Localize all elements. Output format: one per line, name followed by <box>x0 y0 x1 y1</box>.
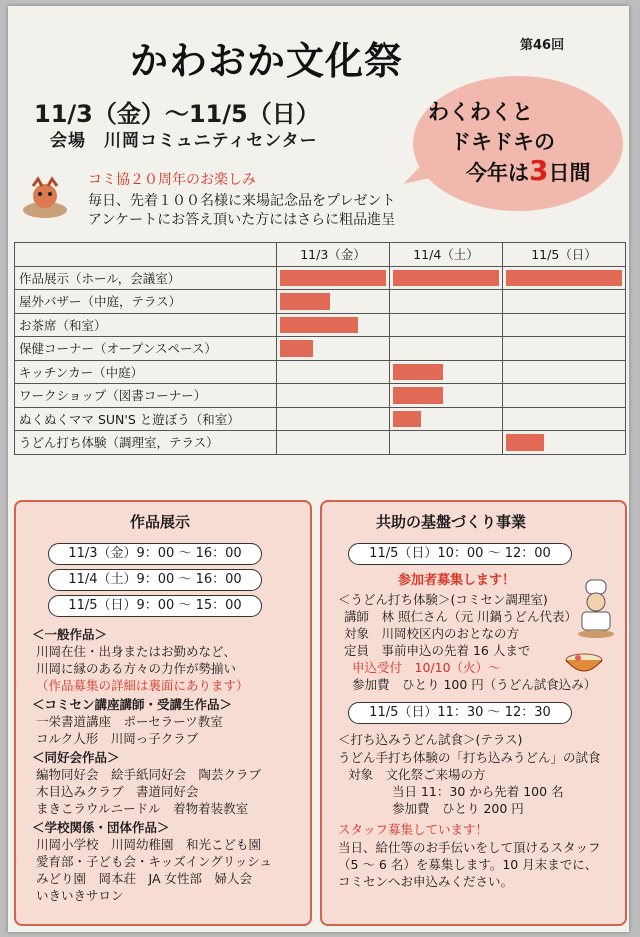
schedule-cell <box>390 407 503 431</box>
schedule-row-label: ぬくぬくママ SUN'S と遊ぼう（和室） <box>15 407 277 431</box>
schedule-cell <box>277 407 390 431</box>
schedule-cell <box>277 290 390 314</box>
event-venue: 会場 川岡コミュニティセンター <box>50 131 318 151</box>
general-heading: ＜一般作品＞ <box>32 627 108 642</box>
schedule-row-label: 屋外バザー（中庭，テラス） <box>15 290 277 314</box>
general-note: （作品募集の詳細は裏面にあります） <box>36 678 249 693</box>
schedule-day-2: 11/4（土） <box>390 243 503 267</box>
schedule-cell <box>503 360 626 384</box>
schedule-bar <box>280 293 330 310</box>
lecturer-line-1: 一栄書道講座 ポーセラーツ教室 <box>36 714 223 729</box>
schedule-cell <box>390 266 503 290</box>
schedule-row <box>15 407 626 431</box>
exhibit-time-3: 11/5（日）9：00 ～ 15：00 <box>48 595 262 617</box>
schedule-row <box>15 290 626 314</box>
general-line-2: 川岡に縁のある方々の力作が勢揃い <box>36 661 237 676</box>
udon-heading: ＜うどん打ち体験＞(コミセン調理室) <box>338 592 548 607</box>
schedule-day-3: 11/5（日） <box>503 243 626 267</box>
page-title: かわおか文化祭 <box>130 39 404 83</box>
lecturer-heading: ＜コミセン講座講師・受講生作品＞ <box>32 697 233 712</box>
exhibit-time-2: 11/4（土）9：00 ～ 16：00 <box>48 569 262 591</box>
exhibit-time-1: 11/3（金）9：00 ～ 16：00 <box>48 543 262 565</box>
schedule-cell <box>503 407 626 431</box>
school-line-4: いきいきサロン <box>36 888 124 903</box>
schedule-bar <box>280 270 386 287</box>
schedule-cell <box>277 337 390 361</box>
schedule-cell <box>503 384 626 408</box>
schedule-bar <box>506 270 622 287</box>
schedule-row-label: キッチンカー（中庭） <box>15 360 277 384</box>
school-line-1: 川岡小学校 川岡幼稚園 和光こども園 <box>36 837 262 852</box>
schedule-row-label: 保健コーナー（オープンスペース） <box>15 337 277 361</box>
schedule-cell <box>390 360 503 384</box>
schedule-row-label: お茶席（和室） <box>15 313 277 337</box>
schedule-row <box>15 384 626 408</box>
schedule-row-label: 作品展示（ホール，会議室） <box>15 266 277 290</box>
schedule-cell <box>390 313 503 337</box>
schedule-bar <box>393 411 421 428</box>
staff-line-3: コミセンへお申込みください。 <box>338 874 514 889</box>
bubble-line-2: ドキドキの <box>450 130 555 154</box>
udon-fee: 参加費 ひとり 100 円（うどん試食込み） <box>352 677 597 692</box>
club-line-1: 編物同好会 絵手紙同好会 陶芸クラブ <box>36 767 262 782</box>
schedule-row <box>15 431 626 455</box>
tasting-heading: ＜打ち込みうどん試食＞(テラス) <box>338 732 523 747</box>
lecturer-line-2: コルク人形 川岡っ子クラブ <box>36 731 199 746</box>
staff-line-1: 当日、給仕等のお手伝いをして頂けるスタッフ <box>338 840 601 855</box>
event-dates: 11/3（金）～11/5（日） <box>34 100 320 128</box>
promo-title: コミ協２０周年のお楽しみ <box>88 172 256 188</box>
recruit-label: 参加者募集します！ <box>398 573 516 588</box>
schedule-cell <box>390 384 503 408</box>
tasting-fee: 参加費 ひとり 200 円 <box>392 801 524 816</box>
club-line-3: まきこラウルニードル 着物着装教室 <box>36 801 249 816</box>
schedule-row <box>15 266 626 290</box>
chef-icon <box>574 578 618 638</box>
schedule-cell <box>503 313 626 337</box>
schedule-cell <box>390 431 503 455</box>
schedule-cell <box>503 266 626 290</box>
general-line-1: 川岡在住・出身またはお勤めなど、 <box>36 644 237 659</box>
school-line-3: みどり園 岡本荘 JA 女性部 婦人会 <box>36 871 252 886</box>
staff-line-2: （5 ～ 6 名）を募集します。10 月末までに、 <box>338 857 598 872</box>
school-heading: ＜学校関係・団体作品＞ <box>32 820 170 835</box>
promo-line-2: アンケートにお答え頂いた方にはさらに粗品進呈 <box>88 212 396 228</box>
bubble-line-1: わくわくと <box>428 100 533 124</box>
schedule-cell <box>277 266 390 290</box>
schedule-table <box>14 242 626 455</box>
tasting-time: 11/5（日）11：30 ～ 12：30 <box>348 702 572 724</box>
schedule-cell <box>277 431 390 455</box>
school-line-2: 愛育部・子ども会・キッズイングリッシュ <box>36 854 273 869</box>
udon-target: 対象 川岡校区内のおとなの方 <box>344 626 520 641</box>
schedule-bar <box>393 364 443 381</box>
schedule-bar <box>506 434 544 451</box>
exhibit-title: 作品展示 <box>130 513 191 531</box>
udon-capacity: 定員 事前申込の先着 16 人まで <box>344 643 531 658</box>
bubble-line-3: 今年は3日間 <box>466 154 591 187</box>
staff-heading: スタッフ募集しています！ <box>338 822 489 837</box>
tasting-desc: うどん手打ち体験の「打ち込みうどん」の試食 <box>338 750 601 765</box>
schedule-corner <box>15 243 277 267</box>
club-line-2: 木目込みクラブ 書道同好会 <box>36 784 199 799</box>
edition-label: 第46回 <box>520 38 565 53</box>
schedule-cell <box>503 290 626 314</box>
schedule-bar <box>280 317 358 334</box>
flyer <box>8 6 629 932</box>
schedule-cell <box>277 360 390 384</box>
schedule-cell <box>503 431 626 455</box>
schedule-cell <box>277 384 390 408</box>
schedule-row <box>15 360 626 384</box>
udon-teacher: 講師 林 照仁さん（元 川鍋うどん代表） <box>344 609 577 624</box>
schedule-row-label: うどん打ち体験（調理室，テラス） <box>15 431 277 455</box>
tasting-target: 対象 文化祭ご来場の方 <box>348 767 486 782</box>
schedule-row <box>15 337 626 361</box>
tasting-when: 当日 11：30 から先着 100 名 <box>392 784 564 799</box>
udon-apply: 申込受付 10/10（火）～ <box>352 660 501 675</box>
schedule-cell <box>503 337 626 361</box>
schedule-row-label: ワークショップ（図書コーナー） <box>15 384 277 408</box>
schedule-bar <box>280 340 313 357</box>
schedule-row <box>15 313 626 337</box>
schedule-cell <box>390 290 503 314</box>
club-heading: ＜同好会作品＞ <box>32 750 120 765</box>
promo-line-1: 毎日、先着１００名様に来場記念品をプレゼント <box>88 193 396 209</box>
udon-bowl-icon <box>564 648 604 676</box>
schedule-day-1: 11/3（金） <box>277 243 390 267</box>
kyojo-title: 共助の基盤づくり事業 <box>376 513 527 531</box>
schedule-bar <box>393 270 499 287</box>
schedule-cell <box>277 313 390 337</box>
udon-time: 11/5（日）10：00 ～ 12：00 <box>348 543 572 565</box>
mascot-icon <box>20 176 70 220</box>
schedule-cell <box>390 337 503 361</box>
schedule-bar <box>393 387 443 404</box>
